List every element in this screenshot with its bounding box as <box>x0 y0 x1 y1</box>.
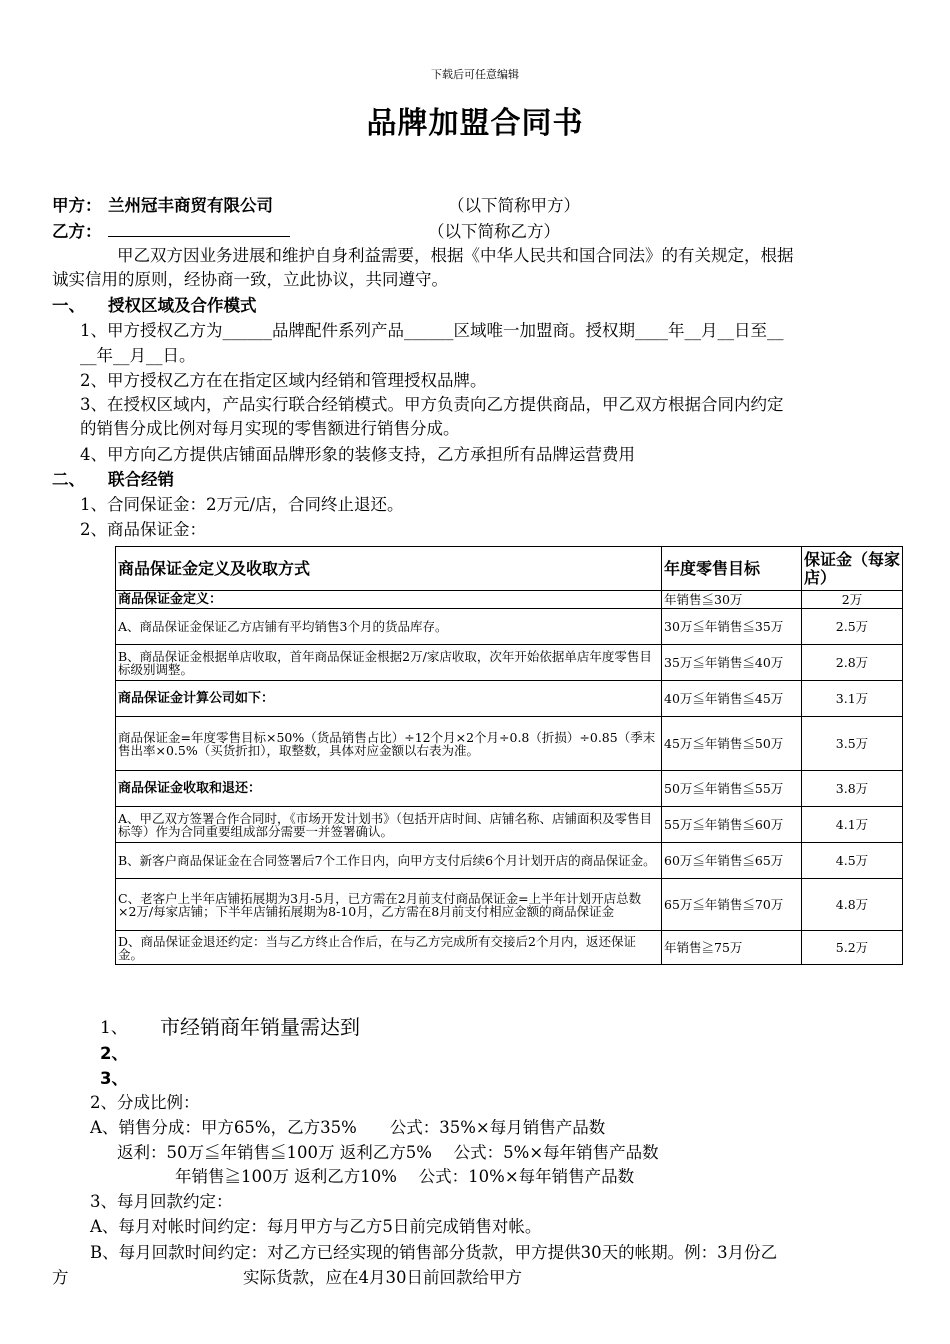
party-a-alias: （以下简称甲方） <box>448 196 580 215</box>
list-number-3: 3、 <box>100 1069 128 1088</box>
row-target: 40万≦年销售≦45万 <box>662 681 802 717</box>
row-target: 35万≦年销售≦40万 <box>662 645 802 681</box>
list-number-2: 2、 <box>100 1044 128 1063</box>
tail-line: A、销售分成：甲方65%，乙方35% 公式：35%×每月销售产品数 <box>90 1118 606 1137</box>
s1-line: 2、甲方授权乙方在在指定区域内经销和管理授权品牌。 <box>80 371 487 390</box>
deposit-table <box>115 546 903 965</box>
row-target: 55万≦年销售≦60万 <box>662 807 802 843</box>
section-2-number: 二、 <box>52 470 85 489</box>
table-header-row <box>116 547 903 591</box>
row-amount: 4.5万 <box>802 843 903 879</box>
header-target: 年度零售目标 <box>662 547 802 591</box>
row-amount: 3.1万 <box>802 681 903 717</box>
party-a-label: 甲方： <box>52 196 102 215</box>
intro-line-2: 诚实信用的原则，经协商一致，立此协议，共同遵守。 <box>52 270 448 289</box>
s1-line: __年__月__日。 <box>80 346 196 365</box>
row-description: 商品保证金计算公司如下： <box>116 681 662 717</box>
row-amount: 2.5万 <box>802 609 903 645</box>
row-amount: 3.8万 <box>802 771 903 807</box>
row-amount: 4.8万 <box>802 879 903 931</box>
header-amount: 保证金（每家店） <box>802 547 903 591</box>
header-description: 商品保证金定义及收取方式 <box>116 547 662 591</box>
row-target: 30万≦年销售≦35万 <box>662 609 802 645</box>
row-target: 60万≦年销售≦65万 <box>662 843 802 879</box>
row-target: 45万≦年销售≦50万 <box>662 717 802 771</box>
tail-line: 方 <box>52 1268 69 1287</box>
row-amount: 3.5万 <box>802 717 903 771</box>
section-1-title: 授权区域及合作模式 <box>108 296 257 315</box>
list-text-1: 市经销商年销量需达到 <box>160 1015 360 1039</box>
party-b-alias: （以下简称乙方） <box>428 222 560 241</box>
section-1-number: 一、 <box>52 296 85 315</box>
s2-line: 2、商品保证金： <box>80 520 206 539</box>
intro-line-1: 甲乙双方因业务进展和维护自身利益需要，根据《中华人民共和国合同法》的有关规定，根据 <box>117 246 794 265</box>
row-amount: 2.8万 <box>802 645 903 681</box>
table-row <box>116 771 903 807</box>
s1-line: 1、甲方授权乙方为______品牌配件系列产品______区域唯一加盟商。授权期____年__月__日至__ <box>80 321 784 340</box>
row-description: 商品保证金定义： <box>116 591 662 609</box>
row-description: A、商品保证金保证乙方店铺有平均销售3个月的货品库存。 <box>116 609 662 645</box>
row-amount: 2万 <box>802 591 903 609</box>
row-target: 年销售≧75万 <box>662 931 802 965</box>
table-row <box>116 807 903 843</box>
row-description: B、商品保证金根据单店收取，首年商品保证金根据2万/家店收取，次年开始依据单店年度零售目标级别调整。 <box>116 645 662 681</box>
party-b-blank[interactable] <box>108 218 290 237</box>
table-row <box>116 645 903 681</box>
row-description: D、商品保证金退还约定：当与乙方终止合作后，在与乙方完成所有交接后2个月内，返还保证金。 <box>116 931 662 965</box>
tail-line: 2、分成比例： <box>90 1093 200 1112</box>
table-row <box>116 591 903 609</box>
party-b-label: 乙方： <box>52 222 102 241</box>
row-description: C、老客户上半年店铺拓展期为3月-5月，已方需在2月前支付商品保证金=上半年计划开店总数×2万/每家店铺；下半年店铺拓展期为8-10月，乙方需在8月前支付相应金额的商品保证金 <box>116 879 662 931</box>
row-amount: 4.1万 <box>802 807 903 843</box>
table-row <box>116 931 903 965</box>
document-title: 品牌加盟合同书 <box>366 106 584 141</box>
row-description: B、新客户商品保证金在合同签署后7个工作日内，向甲方支付后续6个月计划开店的商品保证金。 <box>116 843 662 879</box>
table-row <box>116 879 903 931</box>
party-a-name: 兰州冠丰商贸有限公司 <box>108 196 273 215</box>
s2-line: 1、合同保证金：2万元/店，合同终止退还。 <box>80 495 404 514</box>
table-row <box>116 609 903 645</box>
tail-line: 年销售≧100万 返利乙方10% 公式：10%×每年销售产品数 <box>175 1167 635 1186</box>
list-number-1: 1、 <box>100 1018 128 1038</box>
header-note: 下载后可任意编辑 <box>431 68 519 81</box>
row-target: 50万≦年销售≦55万 <box>662 771 802 807</box>
s1-line: 3、在授权区域内，产品实行联合经销模式。甲方负责向乙方提供商品，甲乙双方根据合同内约定 <box>80 395 784 414</box>
row-target: 年销售≦30万 <box>662 591 802 609</box>
table-row <box>116 843 903 879</box>
s1-line: 的销售分成比例对每月实现的零售额进行销售分成。 <box>80 419 460 438</box>
row-amount: 5.2万 <box>802 931 903 965</box>
tail-line: 返利：50万≦年销售≦100万 返利乙方5% 公式：5%×每年销售产品数 <box>117 1143 659 1162</box>
table-row <box>116 681 903 717</box>
tail-line: 3、每月回款约定： <box>90 1192 233 1211</box>
row-description: 商品保证金收取和退还： <box>116 771 662 807</box>
tail-line: B、每月回款时间约定：对乙方已经实现的销售部分货款，甲方提供30天的帐期。例：3月份乙 <box>90 1243 778 1262</box>
row-description: A、甲乙双方签署合作合同时，《市场开发计划书》（包括开店时间、店铺名称、店铺面积及零售目标等）作为合同重要组成部分需要一并签署确认。 <box>116 807 662 843</box>
row-target: 65万≦年销售≦70万 <box>662 879 802 931</box>
section-2-title: 联合经销 <box>108 470 174 489</box>
s1-line: 4、甲方向乙方提供店铺面品牌形象的装修支持，乙方承担所有品牌运营费用 <box>80 445 635 464</box>
tail-line: A、每月对帐时间约定：每月甲方与乙方5日前完成销售对帐。 <box>90 1217 542 1236</box>
tail-line: 实际货款，应在4月30日前回款给甲方 <box>243 1268 522 1287</box>
row-description: 商品保证金=年度零售目标×50%（货品销售占比）÷12个月×2个月÷0.8（折损）÷0.85（季末售出率×0.5%（买货折扣），取整数，具体对应金额以右表为准。 <box>116 717 662 771</box>
table-row <box>116 717 903 771</box>
